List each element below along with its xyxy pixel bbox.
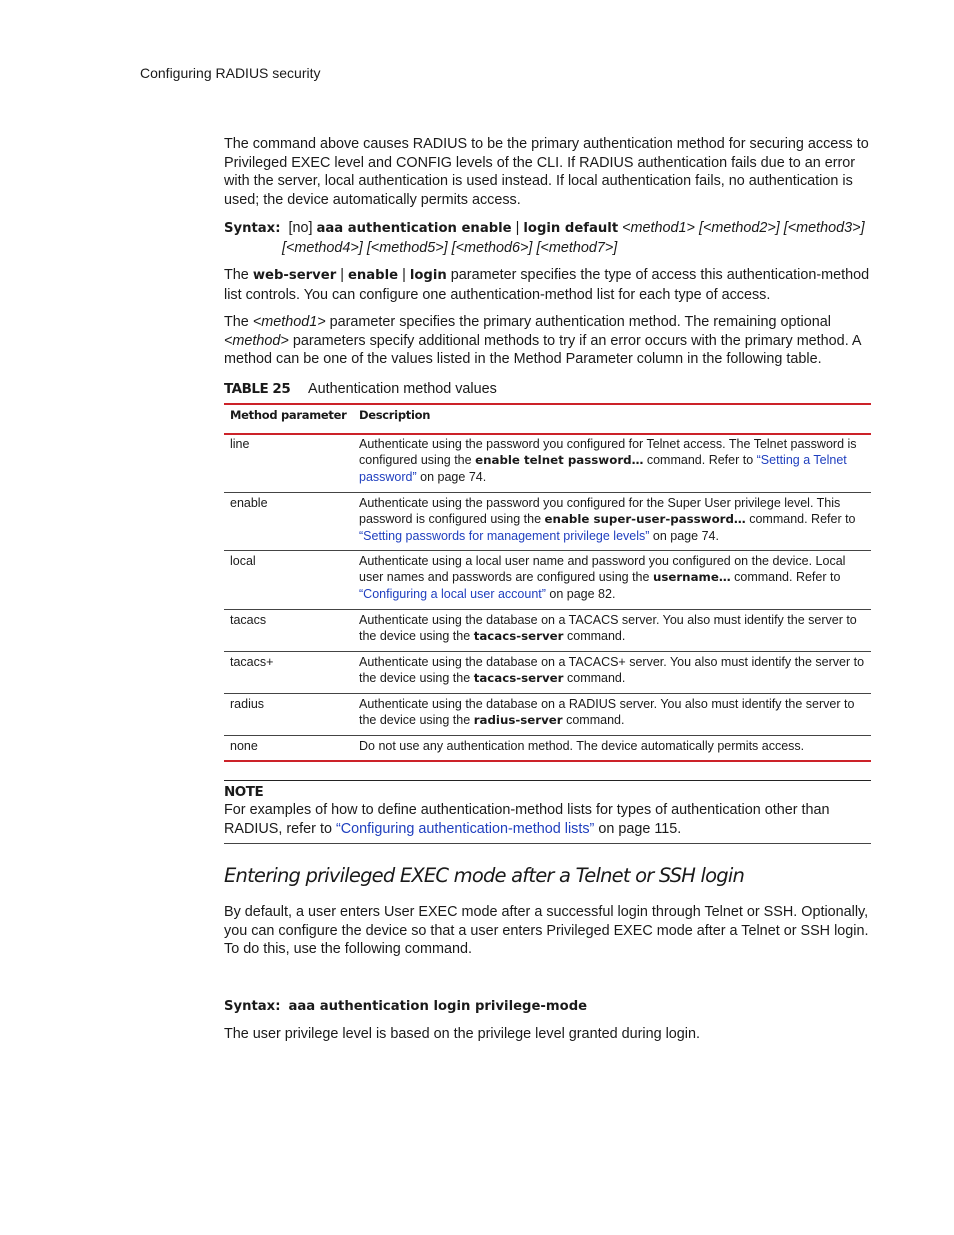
- desc-command: tacacs-server: [473, 629, 564, 644]
- link-configuring-local-user-account[interactable]: “Configuring a local user account”: [359, 586, 546, 601]
- table-row-param: tacacs: [230, 613, 267, 627]
- syntax-block-2: [224, 997, 872, 1017]
- method-term: <method>: [224, 332, 289, 349]
- note-page-ref: on page 115.: [598, 820, 682, 837]
- desc-text: Authenticate using the password you configured for Telnet access. The Telnet password is configured using the: [359, 437, 857, 468]
- syntax-method4: [<method4>]: [282, 239, 363, 256]
- table-title: Authentication method values: [308, 381, 497, 397]
- desc-text: command. Refer to: [749, 512, 856, 527]
- desc-text: command.: [567, 671, 626, 686]
- note-bottom-rule: [224, 843, 871, 844]
- table-row-desc: [359, 436, 867, 485]
- table-row-param: none: [230, 739, 258, 753]
- closing-paragraph: The user privilege level is based on the privilege level granted during login.: [224, 1026, 700, 1042]
- desc-text: Do not use any authentication method. The device automatically permits access.: [359, 739, 805, 753]
- section-paragraph: By default, a user enters User EXEC mode after a successful login through Telnet or SSH. Optionally, you can configure the device so that a user enters Privileged EXEC mode after a Telnet or SSH login. To do this, use the following command.: [224, 904, 869, 958]
- table-row-desc: [359, 696, 867, 729]
- table-row-param: enable: [230, 496, 268, 510]
- table-row-param: local: [230, 554, 256, 568]
- section-heading: Entering privileged EXEC mode after a Telnet or SSH login: [224, 864, 745, 887]
- link-configuring-auth-method-lists[interactable]: “Configuring authentication-method lists”: [335, 820, 595, 837]
- desc-command: enable telnet password…: [475, 453, 644, 468]
- row-divider: [224, 693, 871, 694]
- table-row-desc: [359, 654, 867, 687]
- table-row-param: line: [230, 437, 250, 451]
- syntax-cmd-privilege-mode: aaa authentication login privilege-mode: [288, 999, 588, 1014]
- table-row-desc: [359, 495, 867, 544]
- desc-text: Authenticate using the database on a RADIUS server. You also must identify the server to the device using the: [359, 697, 855, 728]
- desc-text: command.: [567, 629, 626, 644]
- method-mid-text: parameter specifies the primary authentication method. The remaining optional: [329, 314, 831, 330]
- table-header-desc: Description: [359, 408, 431, 422]
- row-divider: [224, 609, 871, 610]
- syntax-method3: [<method3>]: [783, 220, 865, 236]
- desc-text: on page 74.: [652, 528, 719, 543]
- syntax-method1: <method1>: [622, 220, 695, 236]
- table-row-param: radius: [230, 697, 265, 711]
- table-bottom-rule: [224, 760, 871, 762]
- table-caption: [224, 381, 497, 397]
- desc-text: command.: [566, 713, 625, 728]
- kw-login: login: [409, 268, 447, 283]
- text-the: The: [224, 267, 249, 283]
- row-divider: [224, 735, 871, 736]
- note-body: For examples of how to define authentication-method lists for types of authentication other than RADIUS, refer to: [224, 802, 830, 837]
- syntax-cmd-enable: aaa authentication enable: [316, 221, 512, 236]
- link-setting-passwords-privilege-levels[interactable]: “Setting passwords for management privilege levels”: [359, 528, 650, 543]
- table-top-rule: [224, 403, 871, 405]
- table-row-desc: [359, 553, 867, 602]
- syntax-method2: [<method2>]: [698, 220, 780, 236]
- table-header-rule: [224, 433, 871, 435]
- desc-command: username…: [652, 570, 731, 585]
- parameter-paragraph: [224, 266, 872, 304]
- desc-text: command. Refer to: [734, 570, 841, 585]
- table-row-desc: [359, 612, 867, 645]
- kw-separator: |: [340, 267, 344, 283]
- desc-text: on page 82.: [549, 586, 616, 601]
- link-setting-telnet-password[interactable]: “Setting a Telnet password”: [359, 453, 847, 484]
- note-top-rule: [224, 780, 871, 781]
- syntax-cmd-login: login default: [523, 221, 619, 236]
- syntax-method5: [<method5>]: [366, 239, 448, 256]
- desc-text: Authenticate using the password you configured for the Super User privilege level. This password is configured using the: [359, 496, 841, 527]
- table-header-param: Method parameter: [230, 408, 347, 422]
- desc-text: command. Refer to: [646, 453, 754, 468]
- syntax-block-1: [224, 219, 872, 257]
- note-text: [224, 801, 872, 838]
- method-rest-text: parameters specify additional methods to try if an error occurs with the primary method. A method can be one of the values listed in the Method Parameter column in the following table.: [224, 332, 861, 368]
- kw-enable: enable: [347, 268, 399, 283]
- syntax-method7: [<method7>]: [536, 239, 618, 256]
- intro-paragraph: The command above causes RADIUS to be the primary authentication method for securing access to Privileged EXEC level and CONFIG levels of the CLI. If RADIUS authentication fails due to an error with the server, local authentication is used instead. If local authentication fails, no authentication is used; the device automatically permits access.: [224, 136, 869, 209]
- text-the: The: [224, 314, 249, 330]
- desc-command: tacacs-server: [473, 671, 564, 686]
- row-divider: [224, 651, 871, 652]
- desc-text: on page 74.: [420, 469, 487, 484]
- kw-separator-2: |: [402, 267, 406, 283]
- running-header: Configuring RADIUS security: [140, 65, 321, 81]
- table-number: TABLE 25: [224, 381, 291, 397]
- method-paragraph: [224, 313, 872, 369]
- parameter-text: parameter specifies the type of access this authentication-method list controls. You can configure one authentication-method list for each type of access.: [224, 267, 870, 303]
- syntax-method6: [<method6>]: [451, 239, 533, 256]
- row-divider: [224, 492, 871, 493]
- syntax-separator: |: [515, 220, 520, 236]
- syntax-label: Syntax:: [224, 221, 281, 236]
- table-row-param: tacacs+: [230, 655, 274, 669]
- method1-term: <method1>: [252, 314, 326, 330]
- desc-text: Authenticate using a local user name and password you configured on the device. Local user names and passwords are configured using the: [359, 554, 846, 585]
- table-row-desc: [359, 738, 867, 754]
- syntax-label: Syntax:: [224, 999, 281, 1014]
- desc-command: enable super-user-password…: [544, 512, 746, 527]
- row-divider: [224, 550, 871, 551]
- desc-command: radius-server: [473, 713, 563, 728]
- note-label: NOTE: [224, 784, 264, 800]
- kw-web-server: web-server: [252, 268, 337, 283]
- syntax-no: [no]: [288, 220, 313, 236]
- desc-text: Authenticate using the database on a TACACS server. You also must identify the server to the device using the: [359, 613, 857, 644]
- desc-text: Authenticate using the database on a TACACS+ server. You also must identify the server to the device using the: [359, 655, 865, 686]
